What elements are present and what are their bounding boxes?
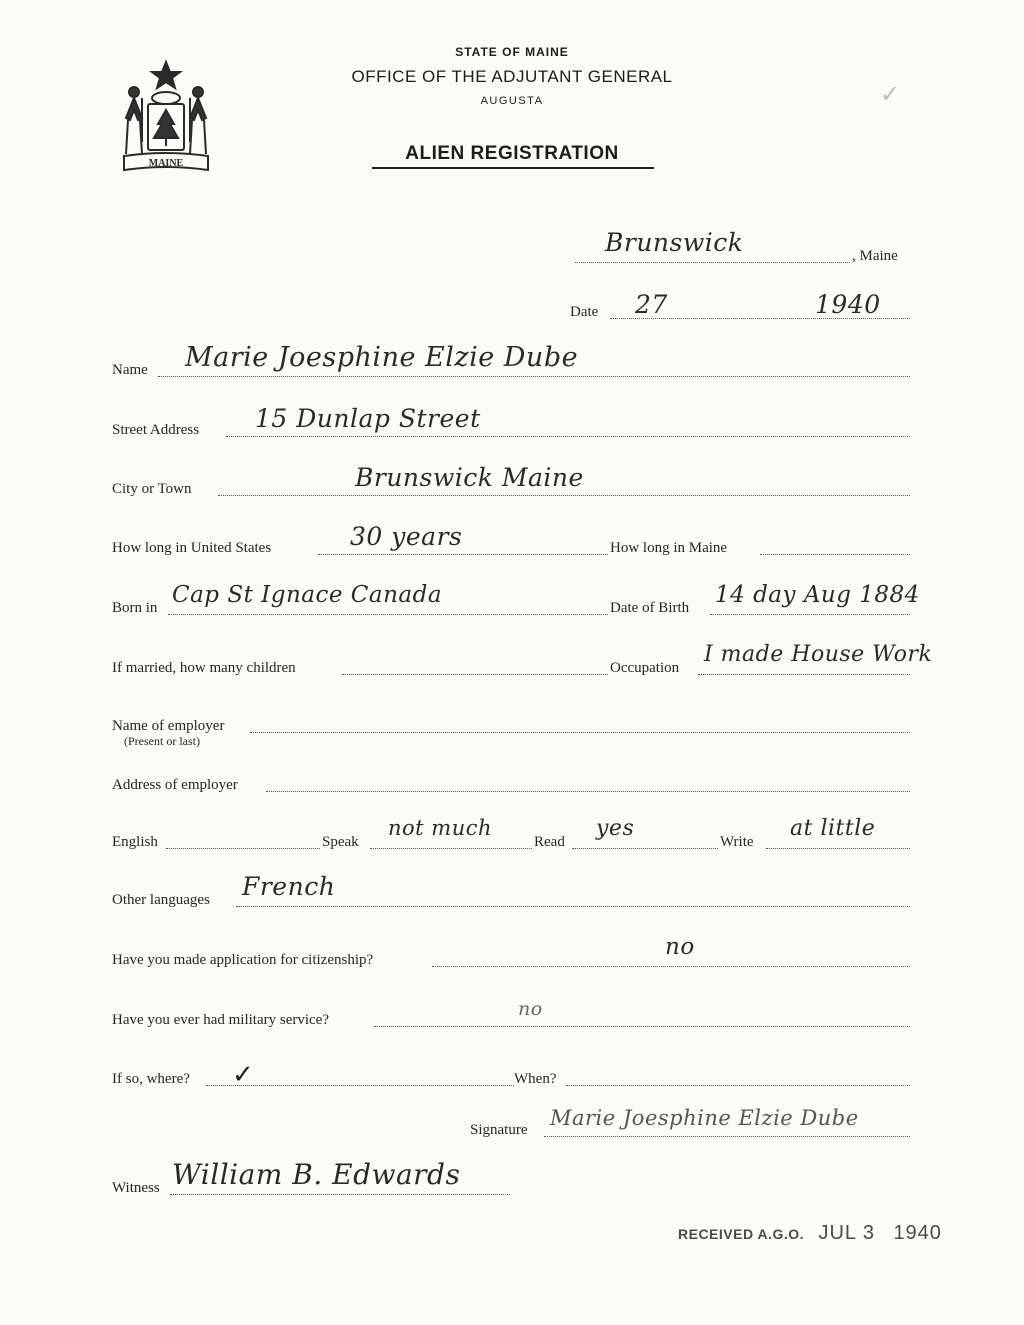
occupation-label: Occupation [610, 660, 680, 676]
how-long-maine-label: How long in Maine [610, 540, 728, 556]
city-value: Brunswick Maine [355, 463, 584, 492]
citizenship-line [432, 966, 910, 967]
city-line [218, 495, 910, 496]
date-label: Date [570, 304, 599, 320]
town-value: Brunswick [605, 228, 744, 257]
name-label: Name [112, 362, 148, 378]
signature-line [544, 1136, 910, 1137]
employer-note: (Present or last) [124, 734, 200, 748]
read-line [572, 848, 718, 849]
date-of-birth-label: Date of Birth [610, 600, 690, 616]
employer-line [250, 732, 910, 733]
how-long-us-line [318, 554, 608, 555]
citizenship-label: Have you made application for citizenship? [112, 952, 374, 968]
street-line [226, 436, 910, 437]
how-long-maine-line [760, 554, 910, 555]
received-stamp [678, 1222, 942, 1245]
employer-label: Name of employer [112, 718, 225, 734]
speak-line [370, 848, 532, 849]
svg-text:MAINE: MAINE [148, 158, 184, 169]
write-line [766, 848, 910, 849]
signature-value: Marie Joesphine Elzie Dube [550, 1106, 859, 1130]
employer-address-label: Address of employer [112, 777, 238, 793]
name-value: Marie Joesphine Elzie Dube [185, 342, 579, 373]
occupation-value: I made House Work [704, 642, 933, 667]
children-line [342, 674, 608, 675]
write-label: Write [720, 834, 754, 850]
other-languages-label: Other languages [112, 892, 210, 908]
city-heading: AUGUSTA [480, 95, 544, 107]
received-stamp-year: 1940 [893, 1222, 942, 1244]
how-long-us-label: How long in United States [112, 540, 272, 556]
military-label: Have you ever had military service? [112, 1012, 329, 1028]
form-title: ALIEN REGISTRATION [405, 143, 619, 164]
when-label: When? [514, 1071, 557, 1087]
pencil-mark-icon: ✓ [880, 80, 901, 108]
english-label: English [112, 834, 158, 850]
citizenship-value: no [665, 934, 695, 960]
how-long-us-value: 30 years [350, 522, 463, 551]
street-value: 15 Dunlap Street [255, 404, 481, 433]
read-value: yes [596, 816, 635, 841]
born-in-value: Cap St Ignace Canada [172, 582, 443, 608]
children-label: If married, how many children [112, 660, 296, 676]
date-of-birth-line [710, 614, 910, 615]
signature-label: Signature [470, 1122, 528, 1138]
where-label: If so, where? [112, 1071, 190, 1087]
speak-value: not much [388, 816, 493, 840]
military-line [374, 1026, 910, 1027]
born-in-line [168, 614, 608, 615]
form-title-underline [372, 167, 654, 169]
checkmark-icon: ✓ [232, 1060, 254, 1090]
english-line [166, 848, 320, 849]
read-label: Read [534, 834, 565, 850]
occupation-line [698, 674, 910, 675]
received-stamp-label: RECEIVED A.G.O. [678, 1226, 805, 1242]
street-label: Street Address [112, 422, 200, 438]
date-day-value: 27 [635, 290, 668, 319]
other-languages-value: French [242, 872, 336, 901]
witness-value: William B. Edwards [172, 1158, 461, 1191]
military-value: no [518, 998, 543, 1020]
witness-line [170, 1194, 510, 1195]
speak-label: Speak [322, 834, 359, 850]
employer-address-line [266, 791, 910, 792]
when-line [566, 1085, 910, 1086]
office-heading: OFFICE OF THE ADJUTANT GENERAL [351, 67, 673, 86]
other-languages-line [236, 906, 910, 907]
city-label: City or Town [112, 481, 192, 497]
state-heading: STATE OF MAINE [455, 45, 569, 59]
maine-suffix: , Maine [852, 248, 898, 264]
name-line [158, 376, 910, 377]
date-of-birth-value: 14 day Aug 1884 [715, 582, 920, 608]
born-in-label: Born in [112, 600, 158, 616]
write-value: at little [790, 816, 876, 841]
date-year-value: 1940 [815, 290, 881, 319]
town-line [575, 262, 850, 263]
received-stamp-date: JUL 3 [818, 1222, 875, 1244]
witness-label: Witness [112, 1180, 160, 1196]
